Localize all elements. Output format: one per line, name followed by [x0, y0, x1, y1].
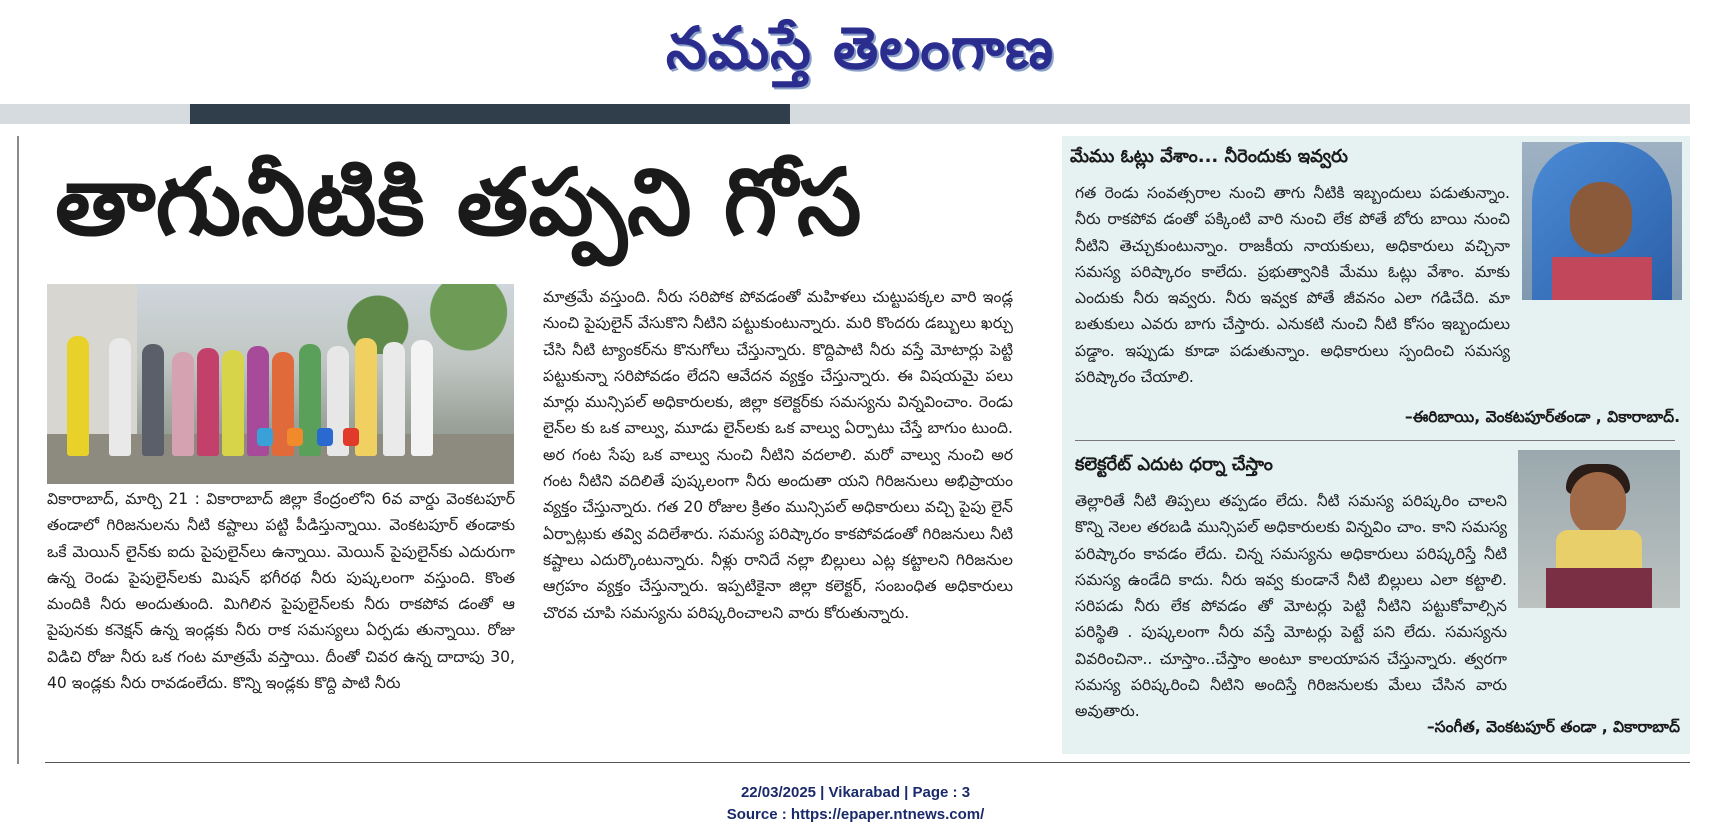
sidebar-box2-text: తెల్లారితే నీటి తిప్పలు తప్పడం లేదు. నీటి సమస్య పరిష్కరిం చాలని కొన్ని నెలల తరబడి మున్సిపల్ అధికారులకు విన్నవిం చాం. కాని సమస్య పరిష్కారం కావడం లేదు. చిన్న సమస్యను అధికారులు పరిష్కరిస్తే నీటి సమస్య ఉండేది కాదు. నీరు ఇవ్వ కుండానే నీటి బిల్లులు ఎలా కట్టాలి. సరిపడు నీరు లేక పోవడం తో మోటర్లు పెట్టి నీటిని పట్టుకోవాల్సిన పరిస్థితి . పుష్కలంగా నీరు వస్తే మోటర్లు పెట్టే పని లేదు. సమస్యను వివరించినా.. చూస్తాం..చేస్తాం అంటూ కాలయాపన చేస్తున్నారు. త్వరగా సమస్య పరిష్కరించి నీటిని అందిస్తే గిరిజనులకు మేలు చేసిన వారు అవుతారు. — [1075, 492, 1507, 721]
portrait-clothing — [1546, 568, 1652, 608]
portrait-face — [1570, 182, 1632, 254]
masthead-title: నమస్తే తెలంగాణ — [666, 14, 1054, 82]
left-column-rule — [17, 136, 19, 764]
photo-water-pot — [317, 428, 333, 446]
sidebar-box1-heading: మేము ఓట్లు వేశాం... నీరెందుకు ఇవ్వరు — [1070, 146, 1348, 167]
portrait-clothing — [1552, 257, 1652, 300]
footer-date-line: 22/03/2025 | Vikarabad | Page : 3 — [740, 784, 971, 801]
portrait-photo — [1522, 142, 1682, 300]
sidebar-box2-credit: –సంగీత, వెంకటపూర్ తండా , వికారాబాద్ — [1426, 718, 1680, 736]
footer-source-line: Source : https://epaper.ntnews.com/ — [726, 806, 985, 823]
photo-water-pot — [257, 428, 273, 446]
sidebar-divider — [1075, 440, 1675, 441]
photo-person — [411, 340, 433, 456]
page-footer — [0, 782, 1711, 826]
sidebar-box1-credit: –ఈరిబాయి, వెంకటపూర్‌తండా , వికారాబాద్. — [1404, 408, 1680, 426]
photo-person — [172, 352, 194, 456]
portrait-face — [1570, 472, 1626, 536]
photo-water-pot — [343, 428, 359, 446]
photo-person — [67, 336, 89, 456]
page-bottom-rule — [45, 762, 1690, 763]
article-column-2: మాత్రమే వస్తుంది. నీరు సరిపోక పోవడంతో మహిళలు చుట్టుపక్కల వారి ఇండ్ల నుంచి పైపులైన్ వేసుకొని నీటిని పట్టుకుంటున్నారు. మరి కొందరు డబ్బులు ఖర్చు చేసి నీటి ట్యాంకర్‌ను కొనుగోలు చేస్తున్నారు. కొద్దిపాటి నీరు వస్తే మోటార్లు పెట్టి పట్టుకున్నా సరిపోవడం లేదని ఆవేదన వ్యక్తం చేస్తున్నారు. ఈ విషయమై పలు మార్లు మున్సిపల్ అధికారులకు, జిల్లా కలెక్టర్‌కు సమస్యను విన్నవించాం. రెండు లైన్‌ల కు ఒక వాల్వు, మూడు లైన్‌లకు ఒక వాల్వు ఏర్పాటు చేస్తే బాగుం టుంది. అర గంట సేపు ఒక వాల్వు నుంచి నీటిని వదలాలి. మరో వాల్వు నుంచి అర గంట నీటిని వదిలితే పుష్కలంగా నీరు అందుతా యని గిరిజనులు అభిప్రాయం వ్యక్తం చేస్తున్నారు. గత 20 రోజుల క్రితం మున్సిపల్ అధికారులు వచ్చి పైపు లైన్ ఏర్పాట్లుకు తవ్వి వదిలేశారు. సమస్య పరిష్కారం కాకపోవడంతో గిరిజనులు నీటి కష్టాలు ఎదుర్కొంటున్నారు. నీళ్లు రానిదే నల్లా బిల్లులు ఎట్ల కట్టాలని గిరిజనుల ఆగ్రహం వ్యక్తం చేస్తున్నారు. ఇప్పటికైనా జిల్లా కలెక్టర్, సంబంధిత అధికారులు చొరవ చూపి సమస్యను పరిష్కరించాలని వారు కోరుతున్నారు. — [543, 288, 1013, 622]
article-headline: తాగునీటికి తప్పని గోస — [55, 149, 862, 256]
header-rule-accent — [190, 104, 790, 124]
photo-person — [222, 350, 244, 456]
portrait-photo — [1518, 450, 1680, 608]
article-photo — [47, 284, 514, 484]
photo-person — [383, 342, 405, 456]
photo-person — [109, 338, 131, 456]
sidebar-box1-text: గత రెండు సంవత్సరాల నుంచి తాగు నీటికి ఇబ్బందులు పడుతున్నాం. నీరు రాకపోవ డంతో పక్కింటి వారి నుంచి లేక పోతే బోరు బాయి నుంచి నీటిని తెచ్చుకుంటున్నాం. రాజకీయ నాయకులు, అధికారులు వచ్చినా సమస్య పరిష్కారం కాలేదు. ప్రభుత్వానికి మేము ఓట్లు వేశాం. మాకు ఎందుకు నీరు ఇవ్వరు. నీరు ఇవ్వక పోతే జీవనం ఎలా గడిచేది. మా బతుకులు ఎవరు బాగు చేస్తారు. ఎనుకటి నుంచి నీటి కోసం ఇబ్బందులు పడ్డాం. ఇప్పుడు కూడా పడుతున్నాం. అధికారులు స్పందించి సమస్య పరిష్కారం చేయాలి. — [1075, 184, 1510, 387]
photo-person — [197, 348, 219, 456]
masthead — [0, 0, 1711, 100]
photo-water-pot — [287, 428, 303, 446]
photo-person — [142, 344, 164, 456]
article-column-1: వికారాబాద్, మార్చి 21 : వికారాబాద్ జిల్లా కేంద్రంలోని 6వ వార్డు వెంకటపూర్ తండాలో గిరిజనులను నీటి కష్టాలు పట్టి పీడిస్తున్నాయి. వెంకటపూర్ తండాకు ఒకే మెయిన్ లైన్‌కు ఐదు పైపులైన్‌లు ఉన్నాయి. మెయిన్ పైపులైన్‌కు ఎదురుగా ఉన్న రెండు పైపులైన్‌లకు మిషన్ భగీరథ నీరు పుష్కలంగా వస్తుంది. కొంత మందికి నీరు అందుతుంది. మిగిలిన పైపులైన్‌లకు నీరు రాకపోవ డంతో ఆ పైపునకు కనెక్షన్ ఉన్న ఇండ్లకు నీరు రాక సమస్యలు ఏర్పడు తున్నాయి. రోజు విడిచి రోజు నీరు ఒక గంట మాత్రమే వస్తాయి. దీంతో చివర ఉన్న దాదాపు 30, 40 ఇండ్లకు నీరు రావడంలేదు. కొన్ని ఇండ్లకు కొద్ది పాటి నీరు — [47, 490, 515, 693]
sidebar-box2-heading: కలెక్టరేట్ ఎదుట ధర్నా చేస్తాం — [1075, 454, 1273, 475]
